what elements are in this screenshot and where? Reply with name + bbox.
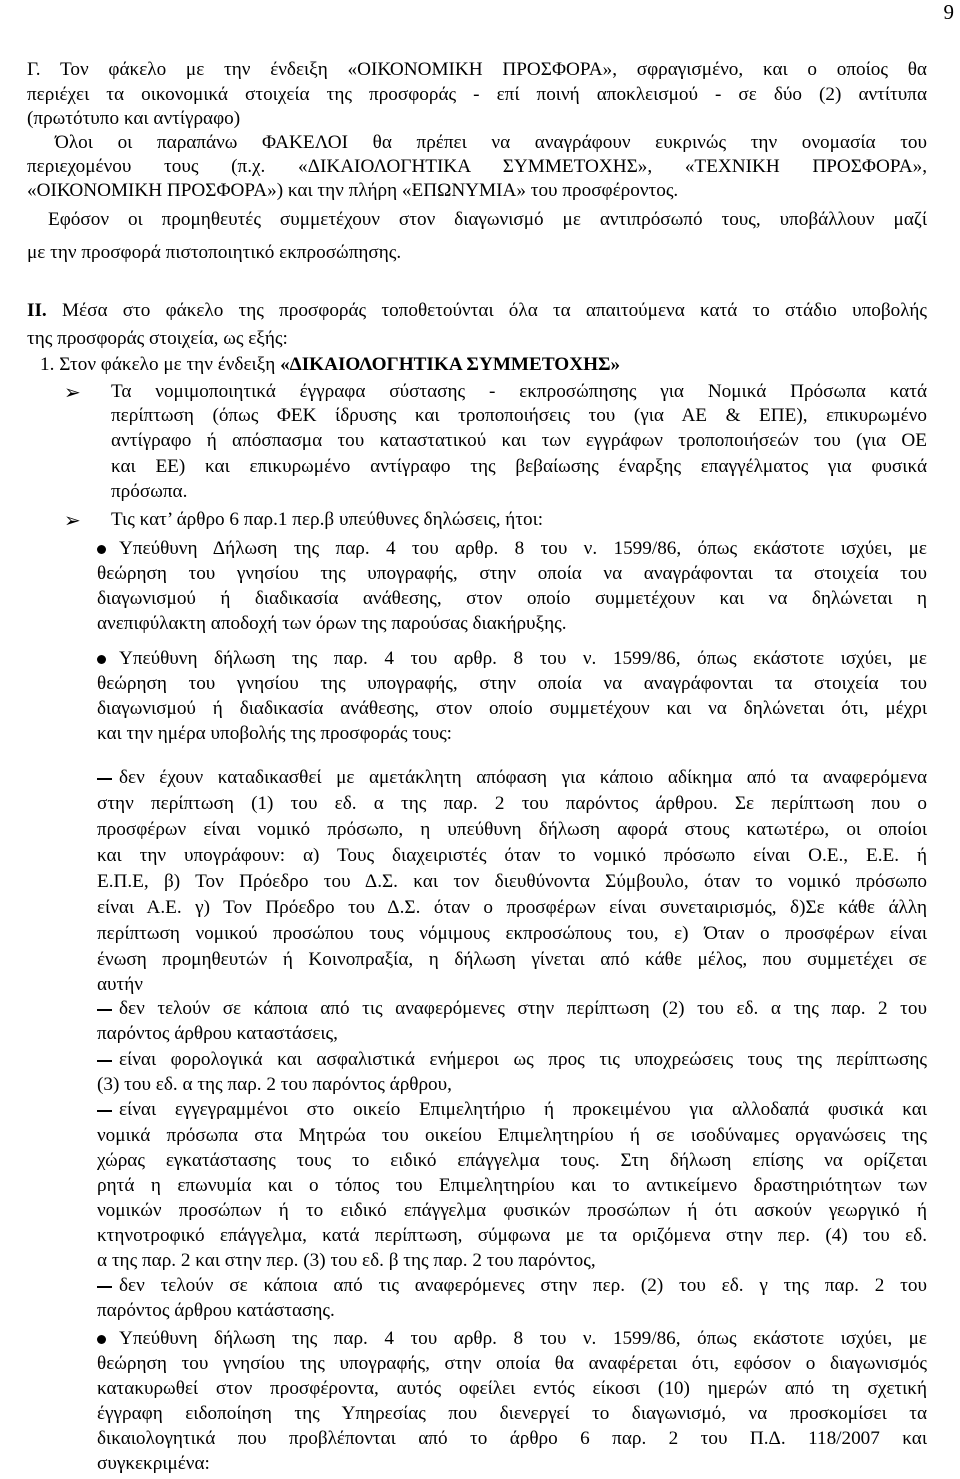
text-line: αντίγραφο ή απόσπασμα του καταστατικού και των εγγράφων τροποποιήσεών του (για ΟΕ <box>111 430 927 451</box>
item-text: Στον φάκελο με την ένδειξη <box>59 354 281 375</box>
text-line: είναι φορολογικά και ασφαλιστικά ενήμεροι ως προς τις υποχρεώσεις τους της περίπτωσης <box>119 1049 927 1070</box>
text-line: Τις κατ’ άρθρο 6 παρ.1 περ.β υπεύθυνες δηλώσεις, ήτοι: <box>111 509 544 530</box>
text-line: δεν έχουν καταδικασθεί με αμετάκλητη απόφαση για κάποιο αδίκημα από τα αναφερόμενα <box>119 767 927 788</box>
text-line: νομικά πρόσωπα στα Μητρώα του οικείου Επιμελητηρίου ή σε ισοδύναμες οργανώσεις της <box>97 1125 927 1146</box>
dash-bullet-icon <box>97 1009 112 1011</box>
text-line: και την υπογράφουν: α) Τους διαχειριστές όταν το νομικό πρόσωπο είναι Ο.Ε., Ε.Ε. ή <box>97 845 927 866</box>
text-line: δικαιολογητικά που προβλέπονται από το άρθρο 6 παρ. 2 του Π.Δ. 118/2007 και <box>97 1428 927 1449</box>
text-line: Υπεύθυνη Δήλωση της παρ. 4 του αρθρ. 8 του ν. 1599/86, όπως εκάστοτε ισχύει, με <box>119 538 927 559</box>
text-line: διαγωνισμού ή διαδικασία ανάθεσης, στον οποίο συμμετέχουν και να δηλώνεται η <box>97 588 927 609</box>
text-line: Γ. Τον φάκελο με την ένδειξη «ΟΙΚΟΝΟΜΙΚΗ ΠΡΟΣΦΟΡΑ», σφραγισμένο, και ο οποίος θα <box>27 59 927 80</box>
text-line: «ΟΙΚΟΝΟΜΙΚΗ ΠΡΟΣΦΟΡΑ») και την πλήρη «ΕΠΩΝΥΜΙΑ» του προσφέροντος. <box>27 180 679 201</box>
text-line: διαγωνισμού ή διαδικασία ανάθεσης, στον οποίο συμμετέχουν και να δηλώνεται ότι, μέχρι <box>97 698 927 719</box>
text-line: πρόσωπα. <box>111 481 188 502</box>
text-line: Εφόσον οι προμηθευτές συμμετέχουν στον διαγωνισμό με αντιπρόσωπό τους, υποβάλλουν μαζί <box>48 209 927 230</box>
text-line: θεώρηση του γνησίου της υπογραφής, στην οποία να αναγράφονται τα στοιχεία του <box>97 673 927 694</box>
dash-bullet-icon <box>97 1110 112 1112</box>
text-line: ρητά η επωνυμία και ο τόπος του Επιμελητηρίου και το αντικείμενο δραστηριότητων των <box>97 1175 927 1196</box>
text-line: Υπεύθυνη δήλωση της παρ. 4 του αρθρ. 8 του ν. 1599/86, όπως εκάστοτε ισχύει, με <box>119 648 927 669</box>
text-line: περίπτωση (όπως ΦΕΚ ίδρυσης και τροποποιήσεις του (για ΑΕ & ΕΠΕ), επικυρωμένο <box>111 405 927 426</box>
text-line: Μέσα στο φάκελο της προσφοράς τοποθετούνται όλα τα απαιτούμενα κατά το στάδιο υποβολής <box>62 300 927 321</box>
text-line: κτηνοτροφικό επάγγελμα, κατά περίπτωση, σύμφωνα με τα οριζόμενα στην περ. (4) του εδ. <box>97 1225 927 1246</box>
text-line: περιεχομένου τους (π.χ. «ΔΙΚΑΙΟΛΟΓΗΤΙΚΑ ΣΥΜΜΕΤΟΧΗΣ», «ΤΕΧΝΙΚΗ ΠΡΟΣΦΟΡΑ», <box>27 156 927 177</box>
text-line: δεν τελούν σε κάποια από τις αναφερόμενες στην περίπτωση (2) του εδ. α της παρ. 2 του <box>119 998 927 1019</box>
bullet-dot-icon <box>97 545 106 554</box>
text-line: παρόντος άρθρου κατάστασης. <box>97 1300 335 1321</box>
section-number: ΙΙ. <box>27 300 47 321</box>
text-line: με την προσφορά πιστοποιητικό εκπροσώπησης. <box>27 242 402 263</box>
text-line: περιέχει τα οικονομικά στοιχεία της προσφοράς - επί ποινή αποκλεισμού - σε δύο (2) αντίτυπα <box>27 84 927 105</box>
item-1-heading <box>40 353 620 377</box>
arrow-bullet-icon: ➢ <box>64 508 81 532</box>
text-line: της προσφοράς στοιχεία, ως εξής: <box>27 328 288 349</box>
text-line: θεώρηση του γνησίου της υπογραφής, στην οποία θα αναφέρεται ότι, εφόσον ο διαγωνισμός <box>97 1353 927 1374</box>
text-line: α της παρ. 2 και στην περ. (3) του εδ. β της παρ. 2 του παρόντος, <box>97 1250 596 1271</box>
text-line: παρόντος άρθρου καταστάσεις, <box>97 1023 338 1044</box>
dash-bullet-icon <box>97 778 112 780</box>
item-number: 1. <box>40 354 55 375</box>
text-line: προσφέρων είναι νομικό πρόσωπο, η υπεύθυνη δήλωση αφορά στους κατωτέρω, οι οποίοι <box>97 819 927 840</box>
text-line: περίπτωση νομικού προσώπου τους νόμιμους εκπροσώπους του, ε) Όταν ο προσφέρων είναι <box>97 923 927 944</box>
text-line: συγκεκριμένα: <box>97 1453 210 1474</box>
text-line: Ε.Π.Ε, β) Τον Πρόεδρο του Δ.Σ. και τον διευθύνοντα Σύμβουλο, όταν το νομικό πρόσωπο <box>97 871 927 892</box>
text-line: δεν τελούν σε κάποια από τις αναφερόμενες στην περ. (2) του εδ. γ της παρ. 2 του <box>119 1275 927 1296</box>
text-line: ένωση προμηθευτών ή Κοινοπραξία, η δήλωση γίνεται από κάθε μέλος, που συμμετέχει σε <box>97 949 927 970</box>
text-line: Όλοι οι παραπάνω ΦΑΚΕΛΟΙ θα πρέπει να αναγράφουν ευκρινώς την ονομασία του <box>55 132 927 153</box>
page-number: 9 <box>943 0 954 24</box>
text-line: (3) του εδ. α της παρ. 2 του παρόντος άρθρου, <box>97 1074 452 1095</box>
text-line: αυτήν <box>97 974 143 995</box>
text-line: και ΕΕ) και επικυρωμένο αντίγραφο της βεβαίωσης έναρξης επαγγέλματος για φυσικά <box>111 456 927 477</box>
text-line: θεώρηση του γνησίου της υπογραφής, στην οποία να αναγράφονται τα στοιχεία του <box>97 563 927 584</box>
text-line: (πρωτότυπο και αντίγραφο) <box>27 108 241 129</box>
text-line: ανεπιφύλακτη αποδοχή των όρων της παρούσας διακήρυξης. <box>97 613 567 634</box>
text-line: έγγραφη ειδοποίηση της Υπηρεσίας που διενεργεί το διαγωνισμό, να προσκομίσει τα <box>97 1403 927 1424</box>
text-line: χώρας εγκατάστασης τους το ειδικό επάγγελμα τους. Στη δήλωση επίσης να ορίζεται <box>97 1150 927 1171</box>
bullet-dot-icon <box>97 1335 106 1344</box>
dash-bullet-icon <box>97 1060 112 1062</box>
arrow-bullet-icon: ➢ <box>64 380 81 404</box>
text-line: νομικών προσώπων ή το ειδικό επάγγελμα φυσικών προσώπων ή ότι ασκούν γεωργικό ή <box>97 1200 927 1221</box>
text-line: Τα νομιμοποιητικά έγγραφα σύστασης - εκπροσώπησης για Νομικά Πρόσωπα κατά <box>111 381 927 402</box>
text-line: Υπεύθυνη δήλωση της παρ. 4 του αρθρ. 8 του ν. 1599/86, όπως εκάστοτε ισχύει, με <box>119 1328 927 1349</box>
bullet-dot-icon <box>97 655 106 664</box>
text-line: είναι Α.Ε. γ) Τον Πρόεδρο του Δ.Σ. όταν ο προσφέρων είναι συνεταιρισμός, δ)Σε κάθε άλλη <box>97 897 927 918</box>
text-line: και την ημέρα υποβολής της προσφοράς τους: <box>97 723 452 744</box>
text-line: στην περίπτωση (1) του εδ. α της παρ. 2 του παρόντος άρθρου. Σε περίπτωση που ο <box>97 793 927 814</box>
item-bold-label: «ΔΙΚΑΙΟΛΟΓΗΤΙΚΑ ΣΥΜΜΕΤΟΧΗΣ» <box>280 354 621 375</box>
dash-bullet-icon <box>97 1286 112 1288</box>
text-line: είναι εγγεγραμμένοι στο οικείο Επιμελητήριο ή προκειμένου για αλλοδαπά φυσικά και <box>119 1099 927 1120</box>
text-line: κατακυρωθεί στον προσφέροντα, αυτός οφείλει εντός είκοσι (10) ημερών από τη σχετική <box>97 1378 927 1399</box>
